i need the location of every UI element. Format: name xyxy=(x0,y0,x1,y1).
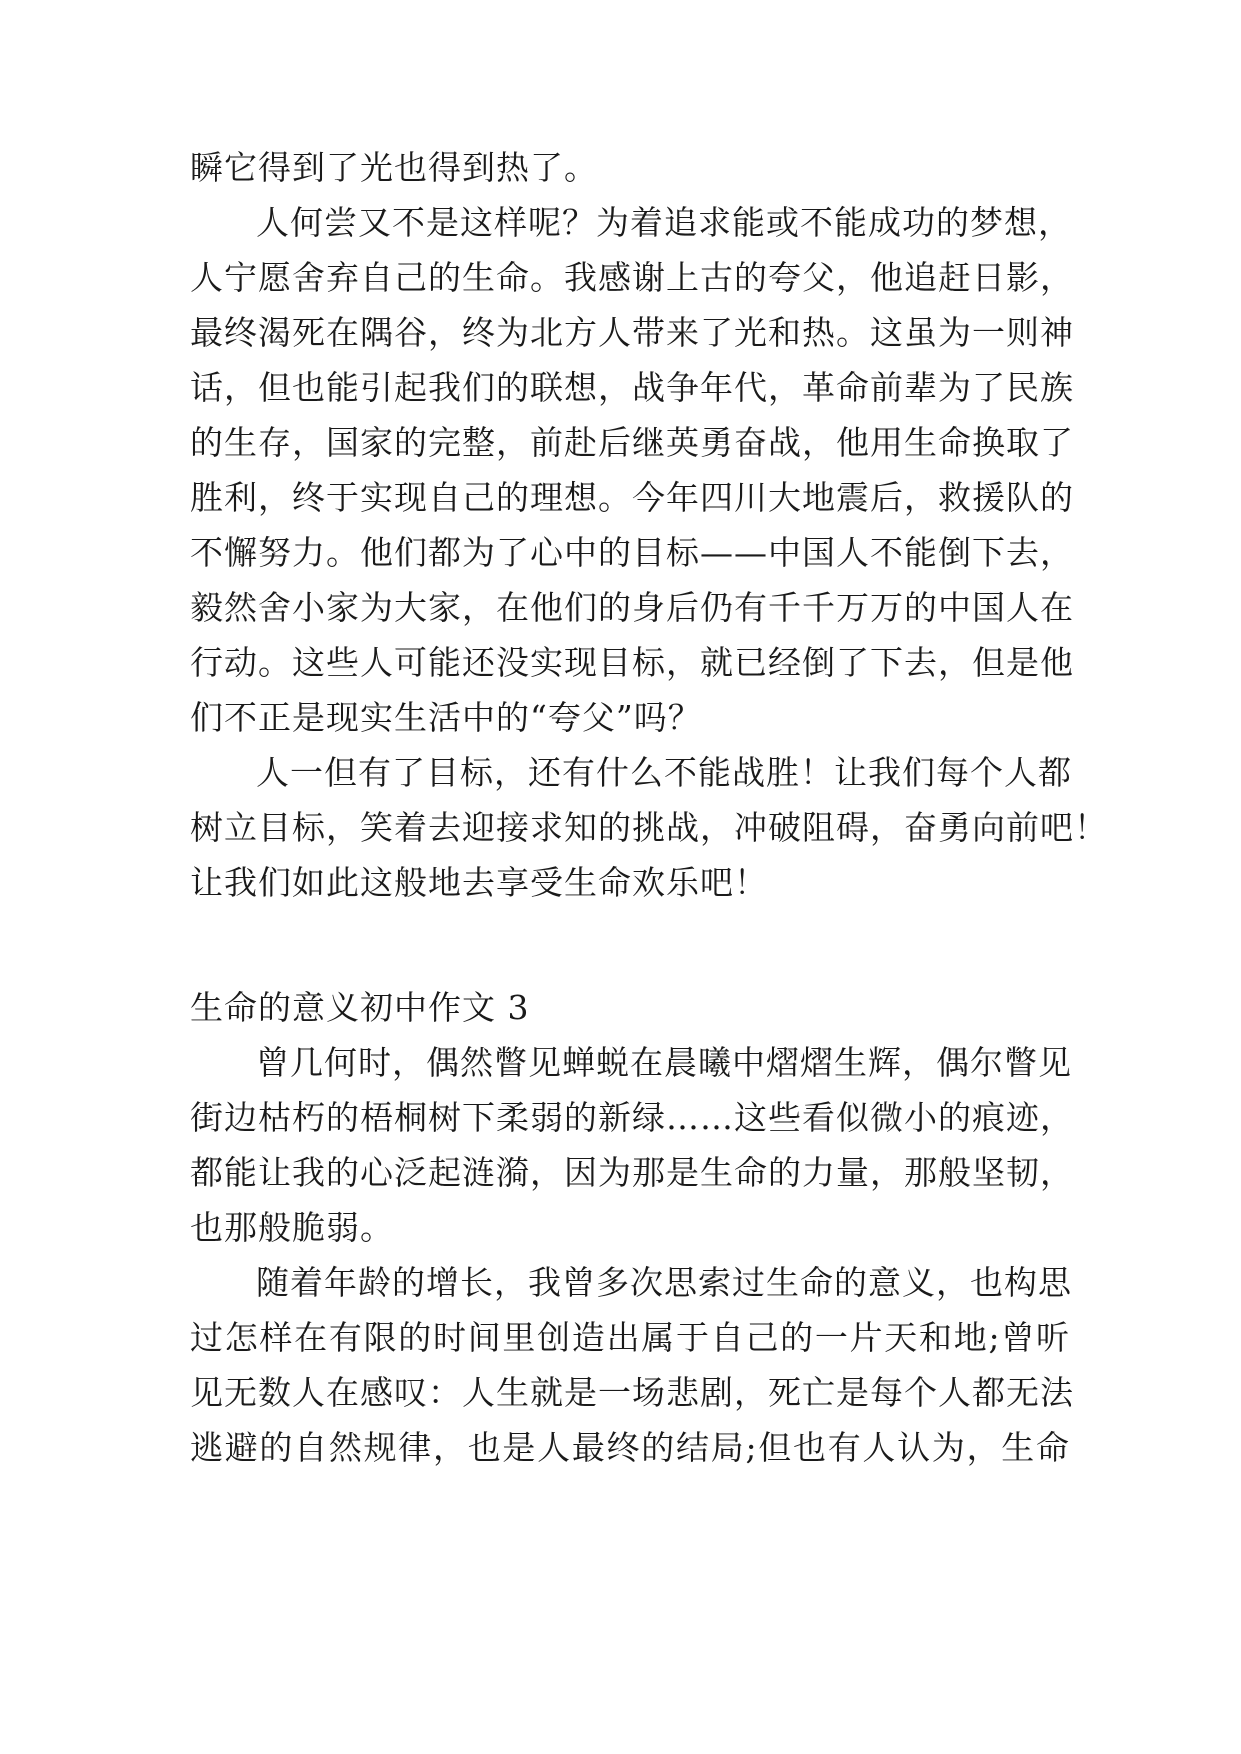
text-line: 树立目标，笑着去迎接求知的挑战，冲破阻碍，奋勇向前吧！ xyxy=(190,808,1108,847)
paragraph-first-line: 人何尝又不是这样呢？为着追求能或不能成功的梦想， xyxy=(256,203,1072,242)
text-line: 们不正是现实生活中的“夸父”吗？ xyxy=(190,698,702,737)
section-title: 生命的意义初中作文 3 xyxy=(190,988,530,1027)
text-line: 过怎样在有限的时间里创造出属于自己的一片天和地;曾听 xyxy=(190,1318,1070,1357)
text-line: 也那般脆弱。 xyxy=(190,1208,394,1247)
text-line: 行动。这些人可能还没实现目标，就已经倒了下去，但是他 xyxy=(190,643,1074,682)
text-line: 的生存，国家的完整，前赴后继英勇奋战，他用生命换取了 xyxy=(190,423,1074,462)
text-line: 让我们如此这般地去享受生命欢乐吧！ xyxy=(190,863,768,902)
text-line: 见无数人在感叹：人生就是一场悲剧，死亡是每个人都无法 xyxy=(190,1373,1074,1412)
text-line: 最终渴死在隅谷，终为北方人带来了光和热。这虽为一则神 xyxy=(190,313,1074,352)
text-line: 话，但也能引起我们的联想，战争年代，革命前辈为了民族 xyxy=(190,368,1074,407)
text-line: 街边枯朽的梧桐树下柔弱的新绿……这些看似微小的痕迹， xyxy=(190,1098,1074,1137)
paragraph-first-line: 曾几何时，偶然瞥见蝉蜕在晨曦中熠熠生辉，偶尔瞥见 xyxy=(256,1043,1072,1082)
text-line: 都能让我的心泛起涟漪，因为那是生命的力量，那般坚韧， xyxy=(190,1153,1074,1192)
text-line: 胜利，终于实现自己的理想。今年四川大地震后，救援队的 xyxy=(190,478,1074,517)
text-line: 人宁愿舍弃自己的生命。我感谢上古的夸父，他追赶日影， xyxy=(190,258,1074,297)
text-line: 毅然舍小家为大家，在他们的身后仍有千千万万的中国人在 xyxy=(190,588,1074,627)
text-line: 不懈努力。他们都为了心中的目标——中国人不能倒下去， xyxy=(190,533,1074,572)
text-line: 逃避的自然规律，也是人最终的结局;但也有人认为，生命 xyxy=(190,1428,1070,1467)
paragraph-first-line: 人一但有了目标，还有什么不能战胜！让我们每个人都 xyxy=(256,753,1072,792)
paragraph-first-line: 随着年龄的增长，我曾多次思索过生命的意义，也构思 xyxy=(256,1263,1072,1302)
text-line: 瞬它得到了光也得到热了。 xyxy=(190,148,598,187)
